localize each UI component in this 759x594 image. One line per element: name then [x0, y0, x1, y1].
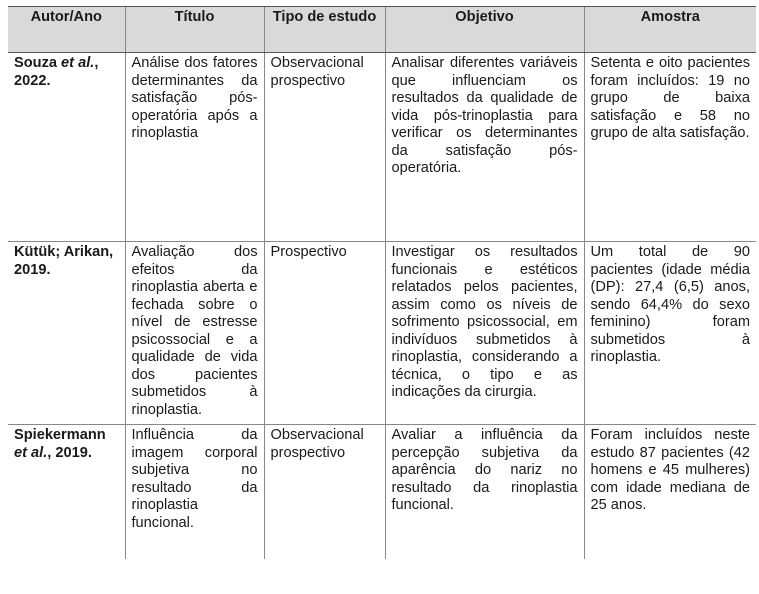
author-year: , 2019.	[47, 444, 92, 461]
cell-objetivo: Avaliar a influência da percepção subjetiva da aparência do nariz no resultado da rinoplastia funcional.	[385, 425, 584, 560]
cell-autor-ano	[8, 53, 125, 242]
header-titulo: Título	[125, 7, 264, 53]
author-name: Spiekermann	[14, 427, 106, 443]
header-amostra: Amostra	[584, 7, 756, 53]
header-tipo-estudo: Tipo de estudo	[264, 7, 385, 53]
cell-objetivo: Analisar diferentes variáveis que influenciam os resultados da qualidade de vida pós-trinoplastia para verificar os determinantes da satisfação pós-operatória.	[385, 53, 584, 242]
table-header-row	[8, 7, 756, 53]
cell-titulo: Influência da imagem corporal subjetiva no resultado da rinoplastia funcional.	[125, 425, 264, 560]
cell-amostra: Um total de 90 pacientes (idade média (DP): 27,4 (6,5) anos, sendo 64,4% do sexo feminino) foram submetidos à rinoplastia.	[584, 242, 756, 425]
cell-tipo-estudo: Observacional prospectivo	[264, 425, 385, 560]
header-autor-ano: Autor/Ano	[8, 7, 125, 53]
cell-titulo: Avaliação dos efeitos da rinoplastia aberta e fechada sobre o nível de estresse psicossocial e a qualidade de vida dos pacientes submetidos à rinoplastia.	[125, 242, 264, 425]
cell-autor-ano	[8, 242, 125, 425]
cell-tipo-estudo: Prospectivo	[264, 242, 385, 425]
author-etal: et al.	[61, 55, 95, 71]
cell-amostra: Setenta e oito pacientes foram incluídos: 19 no grupo de baixa satisfação e 58 no grupo de alta satisfação.	[584, 53, 756, 242]
cell-amostra: Foram incluídos neste estudo 87 pacientes (42 homens e 45 mulheres) com idade mediana de 25 anos.	[584, 425, 756, 560]
author-name: Kütük; Arikan, 2019.	[14, 244, 114, 278]
header-objetivo: Objetivo	[385, 7, 584, 53]
table-row	[8, 242, 756, 425]
literature-review-table	[8, 6, 756, 559]
cell-objetivo: Investigar os resultados funcionais e estéticos relatados pelos pacientes, assim como os níveis de sofrimento psicossocial, em indivíduos submetidos à rinoplastia, considerando a técnica, o tipo e as indicações da cirurgia.	[385, 242, 584, 425]
table-row	[8, 53, 756, 242]
cell-tipo-estudo: Observacional prospectivo	[264, 53, 385, 242]
cell-titulo: Análise dos fatores determinantes da satisfação pós-operatória após a rinoplastia	[125, 53, 264, 242]
cell-autor-ano	[8, 425, 125, 560]
author-year: , 2022.	[14, 55, 99, 89]
author-name: Souza	[14, 55, 57, 71]
author-etal: et al.	[14, 444, 48, 461]
table-row	[8, 425, 756, 560]
